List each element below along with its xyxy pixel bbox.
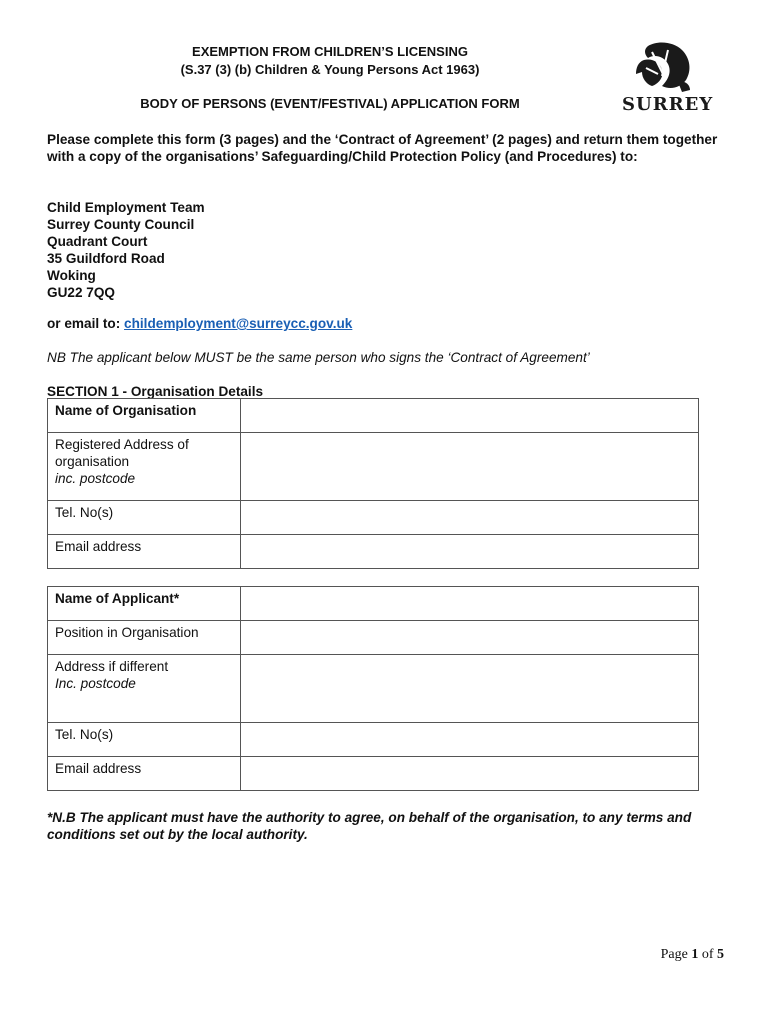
applicant-position-field[interactable]	[241, 621, 699, 655]
address-line: Child Employment Team	[47, 200, 205, 215]
address-line: GU22 7QQ	[47, 285, 115, 300]
applicant-tel-field[interactable]	[241, 723, 699, 757]
org-address-label	[48, 433, 241, 501]
page-of: of	[698, 947, 717, 962]
email-link[interactable]: childemployment@surreycc.gov.uk	[124, 316, 353, 331]
nb-note: NB The applicant below MUST be the same person who signs the ‘Contract of Agreement’	[47, 350, 590, 365]
applicant-address-field[interactable]	[241, 655, 699, 723]
address-line: Woking	[47, 268, 96, 283]
applicant-address-label-text: Address if different	[55, 659, 169, 674]
applicant-address-label	[48, 655, 241, 723]
org-email-label: Email address	[48, 535, 241, 569]
page-total: 5	[717, 947, 724, 962]
email-prefix: or email to:	[47, 316, 125, 331]
page-number	[661, 947, 724, 963]
org-tel-label: Tel. No(s)	[48, 501, 241, 535]
org-address-label-text: Registered Address of organisation	[55, 437, 189, 469]
applicant-email-label: Email address	[48, 757, 241, 791]
applicant-name-field[interactable]	[241, 587, 699, 621]
applicant-position-label: Position in Organisation	[48, 621, 241, 655]
address-line: Quadrant Court	[47, 234, 148, 249]
form-title-line3: BODY OF PERSONS (EVENT/FESTIVAL) APPLICATION FORM	[140, 96, 520, 111]
org-name-field[interactable]	[241, 399, 699, 433]
email-instruction	[47, 316, 352, 331]
authority-footnote: *N.B The applicant must have the authority to agree, on behalf of the organisation, to any terms and conditions set out by the local authority.	[47, 810, 692, 842]
form-title-line2: (S.37 (3) (b) Children & Young Persons Act 1963)	[180, 62, 480, 77]
applicant-email-field[interactable]	[241, 757, 699, 791]
org-postcode-hint: inc. postcode	[55, 471, 136, 486]
org-name-label: Name of Organisation	[48, 399, 241, 433]
section-title: SECTION 1 - Organisation Details	[47, 384, 264, 399]
address-line: 35 Guildford Road	[47, 251, 165, 266]
intro-text: Please complete this form (3 pages) and the ‘Contract of Agreement’ (2 pages) and return them together with a copy of the organisations’ Safeguarding/Child Protection Policy (and Procedures) to:	[47, 132, 718, 164]
org-email-field[interactable]	[241, 535, 699, 569]
postal-address	[47, 199, 205, 301]
page-label: Page	[660, 947, 692, 962]
applicant-table	[47, 586, 699, 791]
applicant-postcode-hint: Inc. postcode	[55, 676, 136, 691]
applicant-name-label: Name of Applicant*	[48, 587, 241, 621]
org-address-field[interactable]	[241, 433, 699, 501]
logo-wordmark: SURREY	[622, 94, 714, 115]
page-current: 1	[691, 947, 699, 962]
address-line: Surrey County Council	[47, 217, 195, 232]
form-title-line1: EXEMPTION FROM CHILDREN’S LICENSING	[192, 44, 468, 59]
applicant-tel-label: Tel. No(s)	[48, 723, 241, 757]
organisation-table	[47, 398, 699, 569]
org-tel-field[interactable]	[241, 501, 699, 535]
